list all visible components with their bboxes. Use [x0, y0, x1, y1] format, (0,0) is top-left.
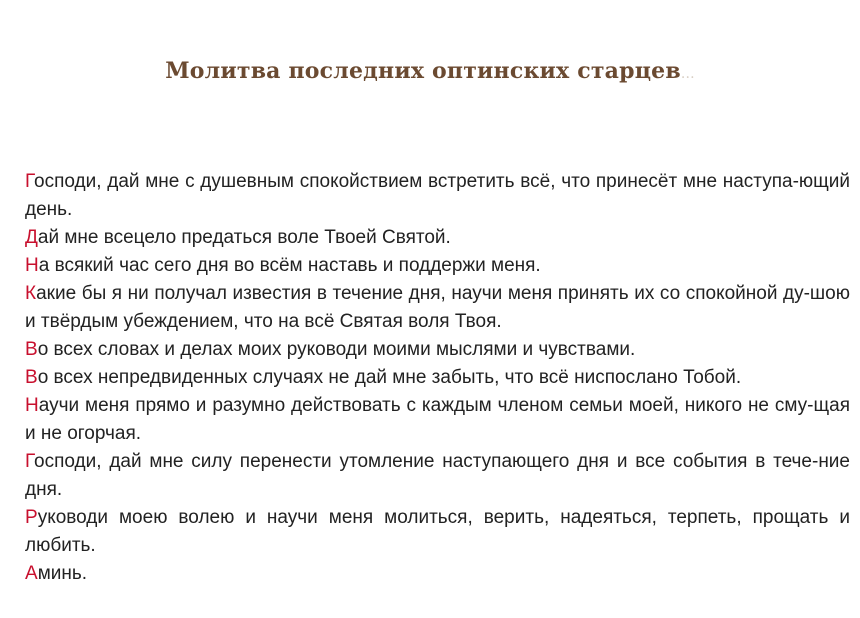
paragraph-initial: В: [25, 339, 38, 360]
title-trailing-dots: ...: [680, 66, 695, 82]
paragraph-initial: В: [25, 367, 38, 388]
prayer-paragraph: [25, 364, 850, 392]
paragraph-initial: Н: [25, 395, 39, 416]
paragraph-initial: Д: [25, 227, 38, 248]
paragraph-text: уководи моею волею и научи меня молиться, верить, надеяться, терпеть, прощать и любить.: [25, 507, 850, 556]
paragraph-text: осподи, дай мне с душевным спокойствием встретить всё, что принесёт мне наступа-ющий день.: [25, 171, 850, 220]
prayer-paragraph: [25, 252, 850, 280]
prayer-paragraph: [25, 336, 850, 364]
paragraph-initial: Г: [25, 171, 35, 192]
prayer-paragraph: [25, 168, 850, 224]
paragraph-text: ай мне всецело предаться воле Твоей Святой.: [37, 227, 451, 248]
paragraph-initial: Р: [25, 507, 38, 528]
paragraph-text: о всех словах и делах моих руководи моими мыслями и чувствами.: [37, 339, 636, 360]
paragraph-initial: А: [25, 563, 38, 584]
paragraph-initial: Г: [25, 451, 35, 472]
prayer-paragraph: [25, 224, 850, 252]
paragraph-text: а всякий час сего дня во всём наставь и поддержи меня.: [38, 255, 541, 276]
paragraph-text: осподи, дай мне силу перенести утомление наступающего дня и все события в тече-ние дня.: [25, 451, 850, 500]
paragraph-text: аучи меня прямо и разумно действовать с каждым членом семьи моей, никого не сму-щая и не огорчая.: [25, 395, 850, 444]
prayer-paragraph: [25, 392, 850, 448]
paragraph-text: о всех непредвиденных случаях не дай мне забыть, что всё ниспослано Тобой.: [37, 367, 742, 388]
prayer-text: [25, 168, 850, 588]
page-title: [0, 58, 860, 84]
paragraph-text: акие бы я ни получал известия в течение дня, научи меня принять их со спокойной ду-шою и твёрдым убеждением, что на всё Святая воля Твоя.: [25, 283, 850, 332]
title-text: Молитва последних оптинских старцев: [165, 58, 681, 84]
prayer-paragraph: [25, 560, 850, 588]
paragraph-initial: К: [25, 283, 37, 304]
prayer-paragraph: [25, 448, 850, 504]
paragraph-initial: Н: [25, 255, 39, 276]
prayer-paragraph: [25, 280, 850, 336]
prayer-paragraph: [25, 504, 850, 560]
paragraph-text: минь.: [37, 563, 88, 584]
